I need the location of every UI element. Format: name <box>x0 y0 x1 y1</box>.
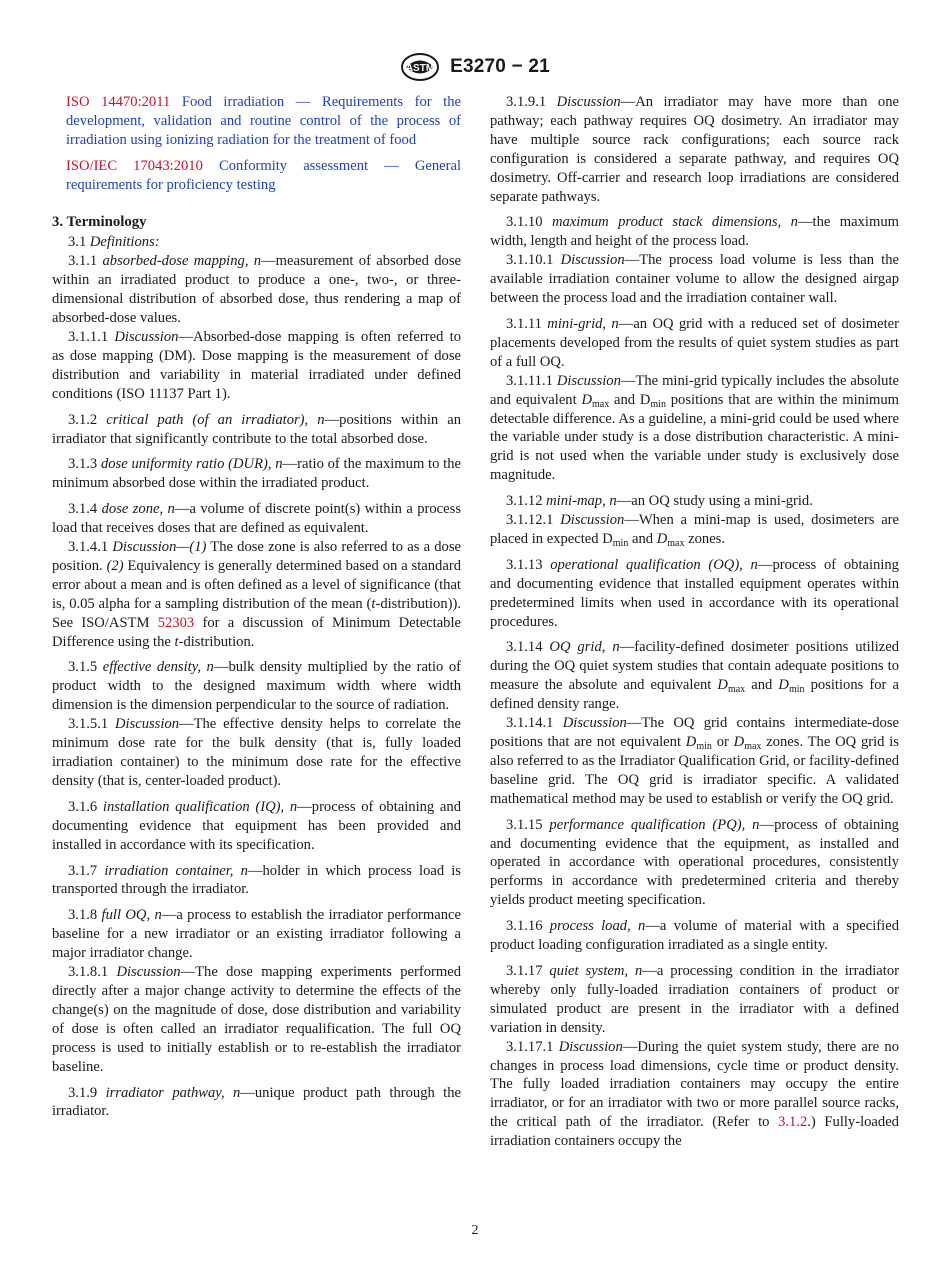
reference-title-link[interactable]: Conformity assessment — General requirements for proficiency testing <box>66 157 461 193</box>
term-3-1-10: 3.1.10 maximum product stack dimensions, n—the maximum width, length and height of the process load. <box>490 214 899 250</box>
term-3-1-7: 3.1.7 irradiation container, n—holder in which process load is transported through the irradiator. <box>52 862 461 898</box>
discussion-3-1-12-1: 3.1.12.1 Discussion—When a mini-map is used, dosimeters are placed in expected $D_{min}$ and $D_{max}$ zones. <box>490 512 900 549</box>
discussion-3-1-8-1: 3.1.8.1 Discussion—The dose mapping experiments performed directly after a major change activity to determine the effects of the change(s) on the magnitude of dose, dose distribution and variability of dose is often called an irradiator requalification. The full OQ process is used to initially establish or to re-establish the irradiator baseline. <box>52 964 461 1075</box>
left-column <box>52 93 461 1128</box>
page-header <box>0 52 950 82</box>
term-3-1-6: 3.1.6 installation qualification (IQ), n—process of obtaining and documenting evidence that equipment has been provided and installed in accordance with its specification. <box>52 798 461 853</box>
term-3-1-16: 3.1.16 process load, n—a volume of material with a specified product loading configuration irradiated as a single entity. <box>490 918 899 954</box>
term-3-1-2: 3.1.2 critical path (of an irradiator), n—positions within an irradiator that significantly contribute to the total absorbed dose. <box>52 411 462 447</box>
definitions-heading: 3.1 Definitions: <box>68 234 160 251</box>
page-number: 2 <box>471 1223 479 1238</box>
reference-link[interactable]: ISO 14470:2011 <box>66 94 171 110</box>
svg-text:ASTM: ASTM <box>405 63 435 74</box>
term-3-1-8: 3.1.8 full OQ, n—a process to establish the irradiator performance baseline for a new irradiator or an existing irradiator following a major irradiator change. <box>52 907 461 962</box>
term-3-1-15: 3.1.15 performance qualification (PQ), n—process of obtaining and documenting evidence that the equipment, as installed and operated in accordance with operational procedures, consistently performs in accordance with predetermined criteria and thereby yields product meeting specification. <box>490 816 899 909</box>
discussion-3-1-1-1: 3.1.1.1 Discussion—Absorbed-dose mapping is often referred to as dose mapping (DM). Dose mapping is the measurement of dose distribution and variability in material irradiated under defined conditions (ISO 11137 Part 1). <box>52 328 461 402</box>
discussion-3-1-9-1: 3.1.9.1 Discussion—An irradiator may have more than one pathway; each pathway requires OQ dosimetry. An irradiator may have multiple source rack configurations; each source rack configuration is considered a separate pathway, and requires OQ dosimetry. Off-carrier and research loop irradiations are considered separate pathways. <box>490 94 899 205</box>
discussion-3-1-11-1: 3.1.11.1 Discussion—The mini-grid typically includes the absolute and equivalent $D_{max}$ and $D_{min}$ positions that are within the minimum detectable difference. As a guideline, a mini-grid could be used where the variable under study is a dose distribution characteristic. A mini-grid is not used when the variable under study is exclusively dose magnitude. <box>490 372 900 484</box>
term-3-1-5: 3.1.5 effective density, n—bulk density multiplied by the ratio of product width to the designed maximum width where width dimension is the dimension perpendicular to the source of radiation. <box>52 659 462 714</box>
reference-link[interactable]: ISO/IEC 17043:2010 <box>66 157 203 174</box>
term-3-1-17: 3.1.17 quiet system, n—a processing condition in the irradiator whereby only fully-loaded irradiation containers of product or simulated product are present in the irradiator with a defined variation in density. <box>490 962 899 1036</box>
cross-reference-link[interactable]: 3.1.2 <box>778 1114 808 1131</box>
standard-designation: E3270 − 21 <box>450 56 550 77</box>
section-heading: 3. Terminology <box>52 213 147 230</box>
discussion-3-1-17-1: 3.1.17.1 Discussion—During the quiet system study, there are no changes in process load dimensions, cycle time or product density. The fully loaded irradiation containers may occupy the entire irradiator, or for an irradiator with two or more parallel source racks, the critical path of the irradiator. (Refer to 3.1.2.) Fully-loaded irradiation containers occupy the <box>490 1038 899 1150</box>
term-3-1-3: 3.1.3 dose uniformity ratio (DUR), n—ratio of the maximum to the minimum absorbed dose within the irradiated product. <box>52 456 461 492</box>
term-3-1-9: 3.1.9 irradiator pathway, n—unique product path through the irradiator. <box>52 1084 461 1120</box>
term-3-1-1: 3.1.1 absorbed-dose mapping, n—measurement of absorbed dose within an irradiated product to produce a one-, two-, or three-dimensional distribution of absorbed dose, thus rendering a map of absorbed-dose values. <box>52 253 461 327</box>
term-3-1-14: 3.1.14 OQ grid, n—facility-defined dosimeter positions utilized during the OQ quiet system studies that contain adequate positions to measure the absolute and equivalent $D_{max}$ and $D_{min}$ positions for a defined density range. <box>490 639 899 713</box>
reference-iso-14470 <box>52 93 461 150</box>
astm-logo-icon <box>400 52 440 82</box>
discussion-3-1-10-1: 3.1.10.1 Discussion—The process load volume is less than the available irradiation container volume to allow the designed airgap between the process load and the irradiation container wall. <box>490 252 900 307</box>
discussion-3-1-5-1: 3.1.5.1 Discussion—The effective density helps to correlate the minimum dose rate for the bulk density (that is, fully loaded irradiation container) to the minimum dose rate for the effective density (that is, center-loaded product). <box>52 716 462 789</box>
term-3-1-11: 3.1.11 mini-grid, n—an OQ grid with a reduced set of dosimeter placements developed from the results of quiet system studies as part of a full OQ. <box>490 315 899 370</box>
term-3-1-13: 3.1.13 operational qualification (OQ), n—process of obtaining and documenting evidence that installed equipment operates within predetermined limits when used in accordance with its operational procedures. <box>490 556 899 630</box>
term-3-1-4: 3.1.4 dose zone, n—a volume of discrete point(s) within a process load that receives doses that are defined as equivalent. <box>52 501 462 537</box>
standard-link[interactable]: 52303 <box>157 614 195 631</box>
reference-iso-17043 <box>52 157 461 195</box>
term-3-1-12: 3.1.12 mini-map, n—an OQ study using a mini-grid. <box>506 493 813 510</box>
reference-title-link[interactable]: Food irradiation — Requirements for the development, validation and routine control of the process of irradiation using ionizing radiation for the treatment of food <box>66 94 461 148</box>
discussion-3-1-4-1: 3.1.4.1 Discussion—(1) The dose zone is also referred to as a dose position. (2) Equivalency is generally determined based on a standard error about a mean and is often defined as a level of significance (that is, 0.05 alpha for a sampling distribution of the mean (t-distribution)). See ISO/ASTM 52303 for a discussion of Minimum Detectable Difference using the t-distribution. <box>52 539 462 650</box>
right-column <box>490 93 899 1158</box>
discussion-3-1-14-1: 3.1.14.1 Discussion—The OQ grid contains intermediate-dose positions that are not equivalent $D_{min}$ or $D_{max}$ zones. The OQ grid is also referred to as the Irradiator Qualification Grid, or facility-defined baseline grid. The OQ grid is irradiator specific. A validated mathematical method may be used to establish or verify the OQ grid. <box>490 715 900 807</box>
